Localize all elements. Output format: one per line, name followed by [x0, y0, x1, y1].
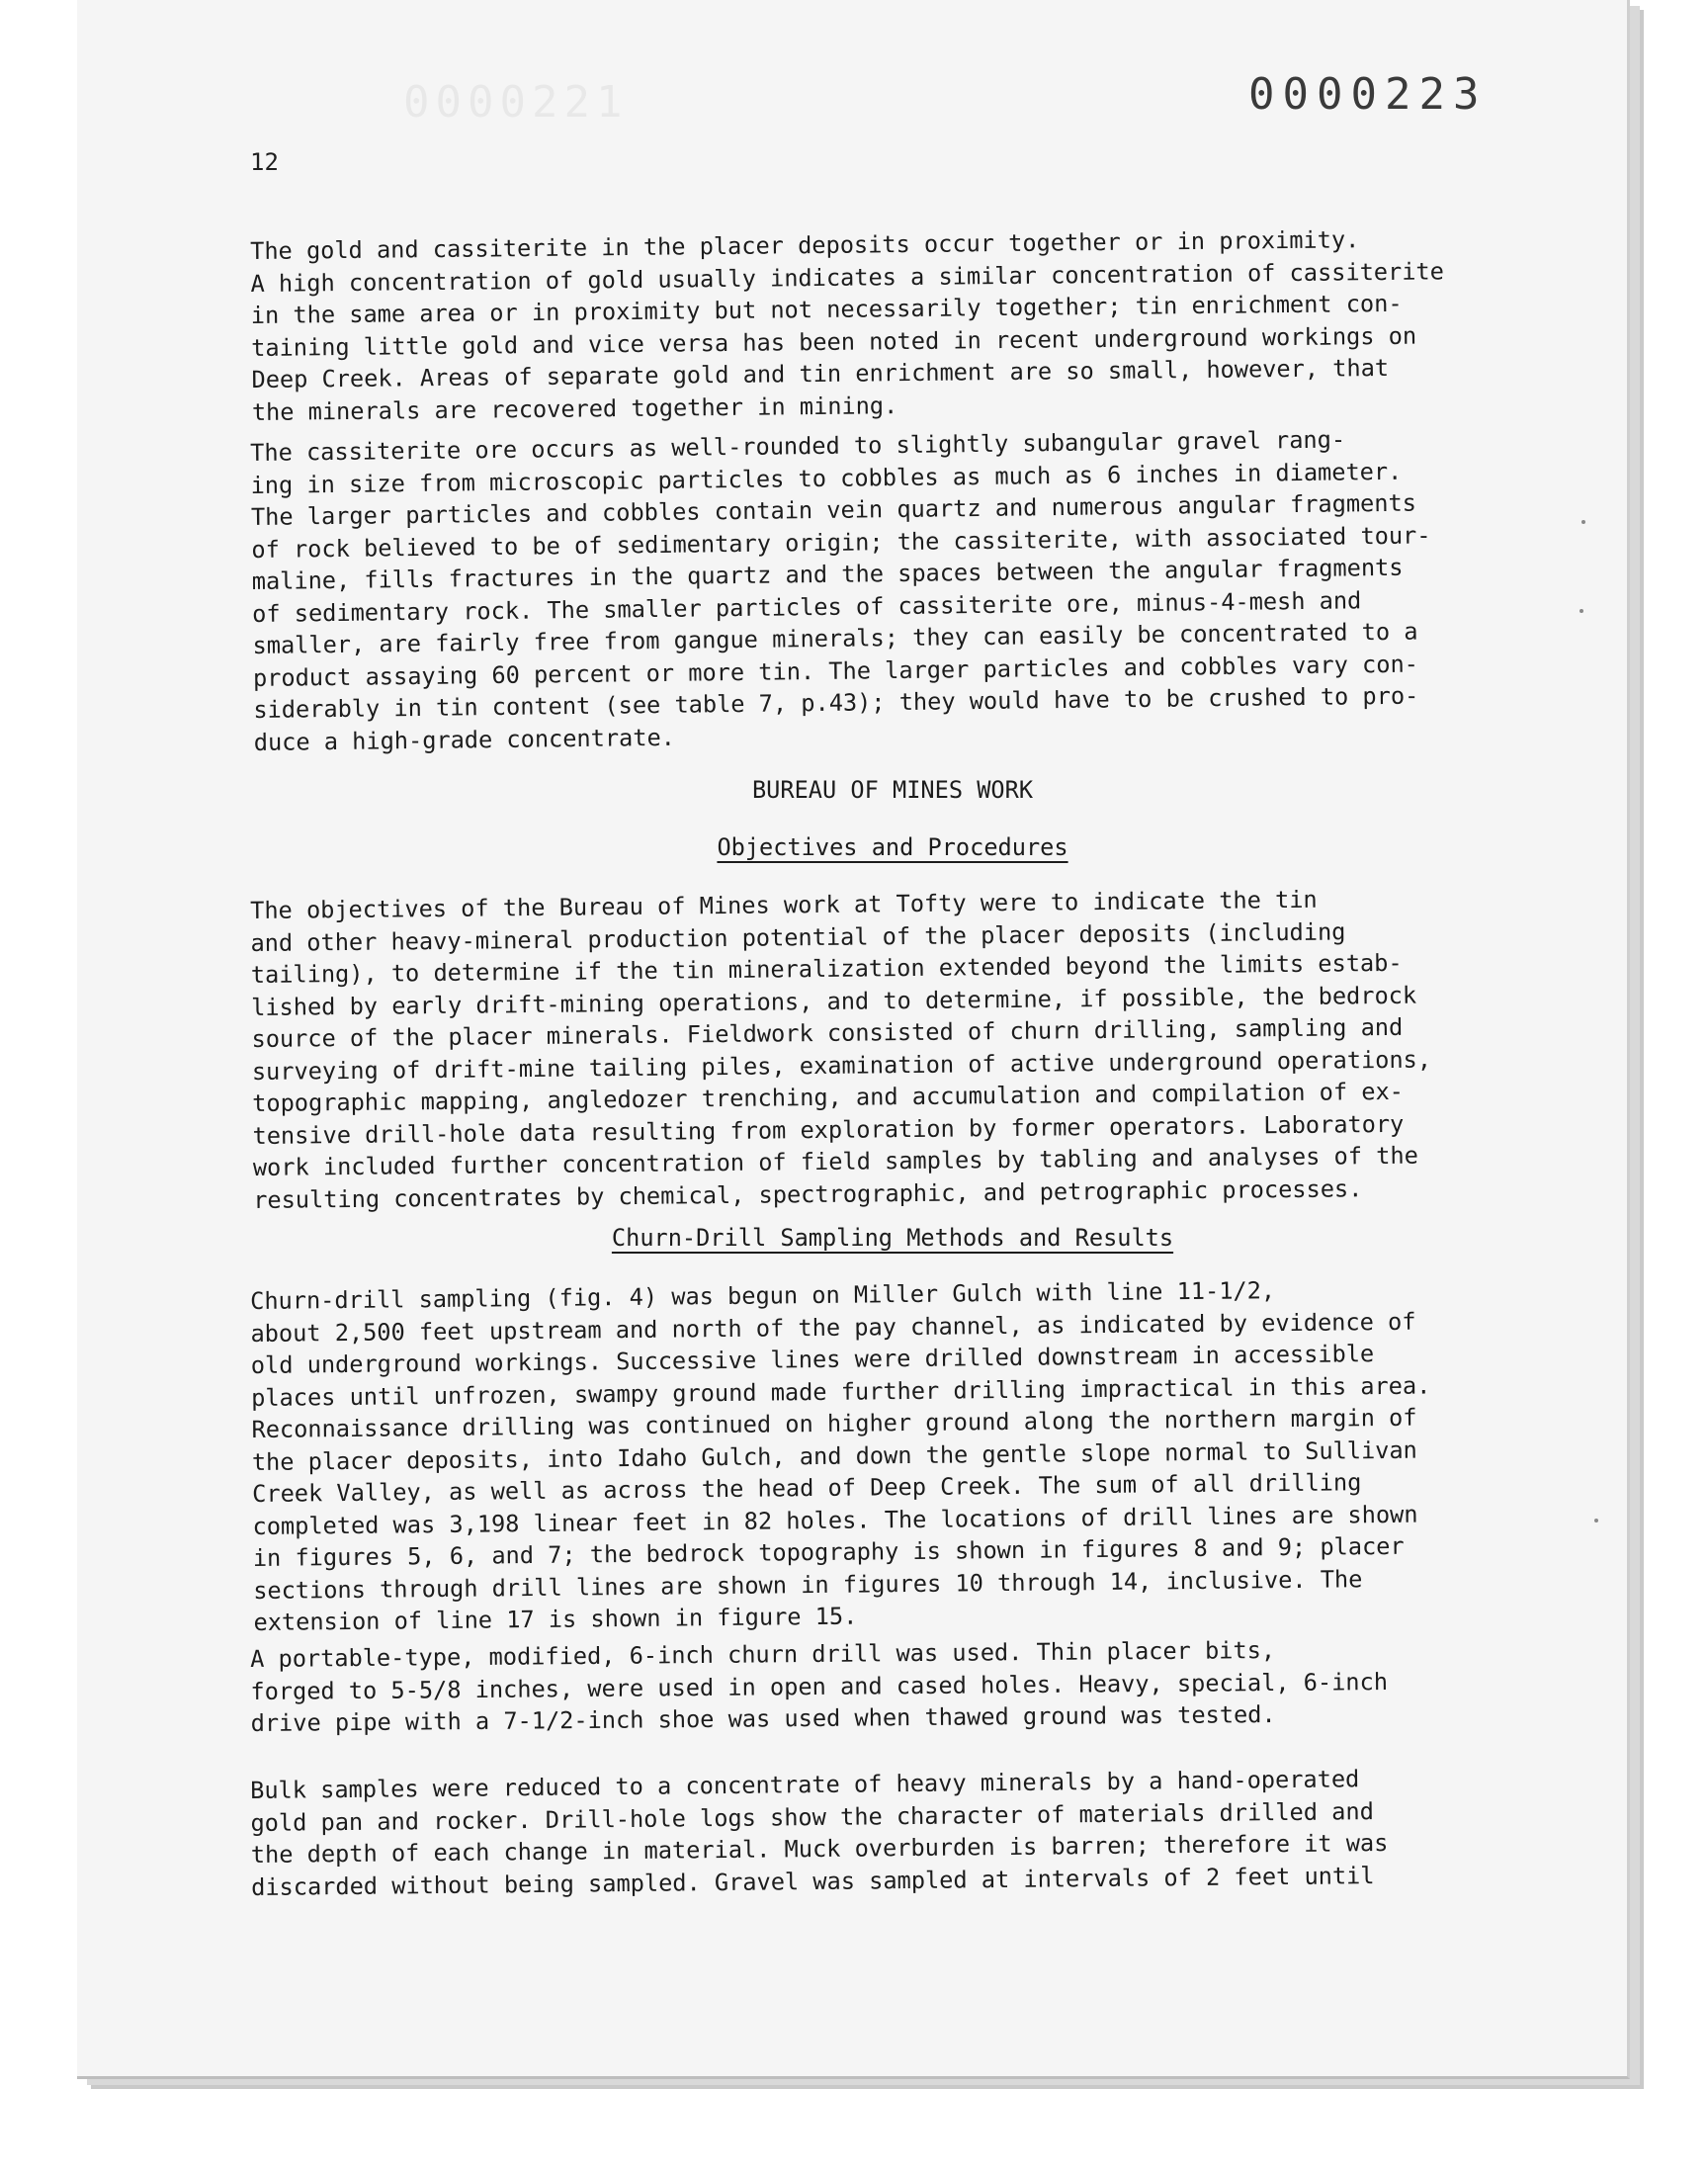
paragraph-cassiterite-ore: The cassiterite ore occurs as well-rounded to slightly subangular gravel rang- ing in size from microscopic particles to cobbles as much as 6 inches in diameter. The larger particles and cobbles contain vein quartz and numerous angular fragments of rock believed to be of sedimentary origin; the cassiterite, with associated tour- maline, fills fractures in the quartz and the spaces between the angular fragments of sedimentary rock. The smaller particles of cassiterite ore, minus-4-mesh and smaller, are fairly free from gangue minerals; they can easily be concentrated to a product assaying 60 percent or more tin. The larger particles and cobbles vary con- siderably in tin content (see table 7, p.43); they would have to be crushed to pro- duce a high-grade concentrate. [250, 425, 1431, 756]
faded-document-number: 0000221 [403, 77, 629, 128]
paragraph-churn-drill-sampling: Churn-drill sampling (fig. 4) was begun on Miller Gulch with line 11-1/2, about 2,500 feet upstream and north of the pay channel, as indicated by evidence of old underground workings. Successive lines were drilled downstream in accessible places until unfrozen, swampy ground made further drilling impractical in this area. Reconnaissance drilling was continued on higher ground along the northern margin of the placer deposits, into Idaho Gulch, and down the gentle slope normal to Sullivan Creek Valley, as well as across the head of Deep Creek. The sum of all drilling completed was 3,198 linear feet in 82 holes. The locations of drill lines are shown in figures 5, 6, and 7; the bedrock topography is shown in figures 8 and 9; placer sections through drill lines are shown in figures 10 through 14, inclusive. The extension of line 17 is shown in figure 15. [250, 1276, 1431, 1636]
document-number: 0000223 [1248, 69, 1488, 120]
document-page [77, 0, 1630, 2079]
scan-speck [1594, 1519, 1598, 1522]
section-heading [250, 776, 1535, 804]
paragraph-portable-drill: A portable-type, modified, 6-inch churn drill was used. Thin placer bits, forged to 5-5/8 inches, were used in open and cased holes. Heavy, special, 6-inch drive pipe with a 7-1/2-inch shoe was used when thawed ground was tested. [250, 1635, 1389, 1737]
scan-speck [1581, 520, 1585, 524]
page-number: 12 [250, 148, 279, 176]
subheading-churn-drill-text: Churn-Drill Sampling Methods and Results [611, 1224, 1174, 1252]
subheading-objectives-text: Objectives and Procedures [717, 833, 1068, 861]
subheading-objectives [250, 833, 1535, 861]
paragraph-gold-cassiterite: The gold and cassiterite in the placer deposits occur together or in proximity. A high concentration of gold usually indicates a similar concentration of cassiterite in the same area or in proximity but not necessarily together; tin enrichment con- taining little gold and vice versa has been noted in recent underground workings on Deep Creek. Areas of separate gold and tin enrichment are so small, however, that the minerals are recovered together in mining. [250, 225, 1444, 426]
scan-speck [1580, 609, 1583, 613]
subheading-churn-drill [250, 1224, 1535, 1252]
section-heading-text: BUREAU OF MINES WORK [751, 776, 1034, 804]
paragraph-bulk-samples: Bulk samples were reduced to a concentrate of heavy minerals by a hand-operated gold pan and rocker. Drill-hole logs show the character of materials drilled and the depth of each change in material. Muck overburden is barren; therefore it was discarded without being sampled. Gravel was sampled at intervals of 2 feet until [250, 1765, 1389, 1901]
paragraph-objectives: The objectives of the Bureau of Mines work at Tofty were to indicate the tin and other heavy-mineral production potential of the placer deposits (including tailing), to determine if the tin mineralization extended beyond the limits estab- lished by early drift-mining operations, and to determine, if possible, the bedrock source of the placer minerals. Fieldwork consisted of churn drilling, sampling and surveying of drift-mine tailing piles, examination of active underground operations, topographic mapping, angledozer trenching, and accumulation and compilation of ex- tensive drill-hole data resulting from exploration by former operators. Laboratory work included further concentration of field samples by tabling and analyses of the resulting concentrates by chemical, spectrographic, and petrographic processes. [250, 885, 1432, 1214]
